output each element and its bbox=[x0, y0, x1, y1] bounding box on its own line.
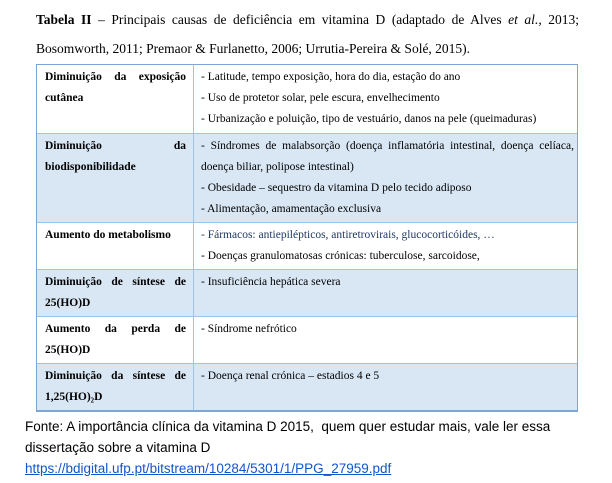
source-note bbox=[25, 416, 603, 479]
category-cell: Aumento do metabolismo bbox=[37, 223, 194, 269]
category-cell: Diminuição de síntese de 25(HO)D bbox=[37, 270, 194, 316]
cause-item: - Síndromes de malabsorção (doença inflamatória intestinal, doença celíaca, doença biliar, polipose intestinal) bbox=[201, 140, 574, 173]
table-row bbox=[37, 363, 577, 410]
table-caption-label: Tabela II bbox=[36, 12, 92, 27]
table-row bbox=[37, 316, 577, 363]
causes-cell bbox=[194, 223, 577, 269]
cause-item: - Insuficiência hepática severa bbox=[201, 276, 341, 288]
category-cell: Diminuição da biodisponibilidade bbox=[37, 134, 194, 222]
cause-item: - Fármacos: antiepilépticos, antiretrovirais, glucocorticóides, … bbox=[201, 229, 495, 241]
cause-item: - Alimentação, amamentação exclusiva bbox=[201, 203, 382, 215]
causes-cell bbox=[194, 317, 577, 363]
cause-item: - Latitude, tempo exposição, hora do dia, estação do ano bbox=[201, 71, 461, 83]
table-caption bbox=[36, 5, 579, 63]
table-row bbox=[37, 222, 577, 269]
causes-cell bbox=[194, 134, 577, 222]
cause-item: - Doenças granulomatosas crónicas: tuberculose, sarcoidose, bbox=[201, 250, 480, 262]
table-row bbox=[37, 269, 577, 316]
cause-item: - Síndrome nefrótico bbox=[201, 323, 297, 335]
table-row bbox=[37, 65, 577, 133]
table-caption-citation-italic: et al. bbox=[508, 12, 539, 27]
cause-item: - Doença renal crónica – estadios 4 e 5 bbox=[201, 370, 380, 382]
category-cell: Aumento da perda de 25(HO)D bbox=[37, 317, 194, 363]
cause-item: - Uso de protetor solar, pele escura, envelhecimento bbox=[201, 92, 440, 104]
source-text: Fonte: A importância clínica da vitamina D 2015, quem quer estudar mais, vale ler essa dissertação sobre a vitamina D bbox=[25, 419, 555, 455]
table-caption-text-end: , 2013; Bosomworth, 2011; Premaor & Furlanetto, 2006; Urrutia-Pereira & Solé, 2015). bbox=[36, 12, 579, 56]
category-cell: Diminuição da síntese de 1,25(HO)₂D bbox=[37, 364, 194, 410]
causes-cell bbox=[194, 364, 577, 410]
table-row bbox=[37, 133, 577, 222]
category-cell: Diminuição da exposição cutânea bbox=[37, 65, 194, 133]
causes-cell bbox=[194, 65, 577, 133]
causes-cell bbox=[194, 270, 577, 316]
table-caption-text: – Principais causas de deficiência em vitamina D (adaptado de Alves bbox=[91, 12, 509, 27]
vitamin-d-causes-table bbox=[36, 64, 578, 412]
source-link[interactable]: https://bdigital.ufp.pt/bitstream/10284/5301/1/PPG_27959.pdf bbox=[25, 461, 392, 476]
cause-item: - Urbanização e poluição, tipo de vestuário, danos na pele (queimaduras) bbox=[201, 113, 537, 125]
cause-item: - Obesidade – sequestro da vitamina D pelo tecido adiposo bbox=[201, 182, 472, 194]
